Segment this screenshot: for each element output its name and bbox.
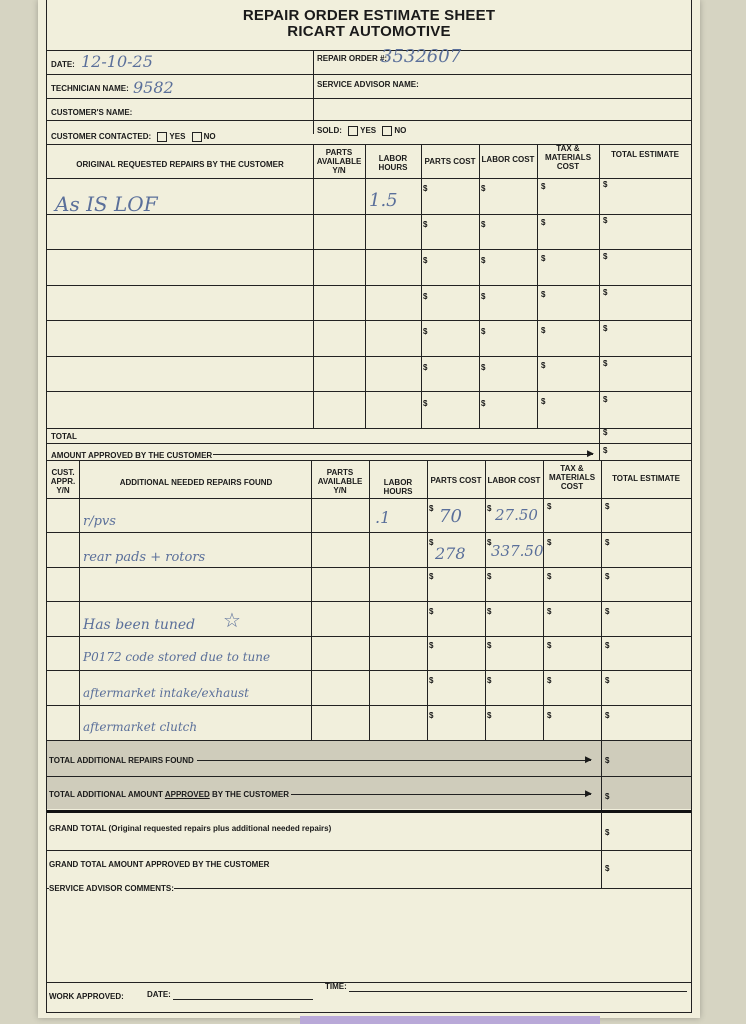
dollar-sign: $	[481, 327, 486, 336]
date-label: DATE:	[51, 60, 75, 69]
table1-total-dollar: $	[603, 428, 608, 437]
header-labor-cost: LABOR COST	[481, 155, 535, 164]
table1-total-label: TOTAL	[51, 432, 77, 441]
header-parts-available: PARTS AVAILABLE Y/N	[316, 148, 362, 175]
additional-repair-6: aftermarket intake/exhaust	[83, 686, 249, 700]
approved-additional-arrow-line	[291, 794, 591, 795]
dollar-sign: $	[541, 290, 546, 299]
approved-arrow-line	[213, 454, 593, 455]
total-additional-approved-label	[49, 790, 289, 799]
sold-yes-label: YES	[360, 126, 377, 136]
dollar-sign: $	[429, 504, 434, 513]
total-additional-repairs-label: TOTAL ADDITIONAL REPAIRS FOUND	[49, 756, 194, 765]
dollar-sign: $	[603, 359, 608, 368]
title-line-2: RICART AUTOMOTIVE	[287, 23, 451, 40]
dollar-sign: $	[547, 572, 552, 581]
header-parts-cost: PARTS COST	[424, 157, 476, 166]
dollar-sign: $	[603, 324, 608, 333]
additional-labor-cost-2: 337.50	[491, 542, 544, 560]
table1-approved-dollar: $	[603, 446, 608, 455]
dollar-sign: $	[429, 641, 434, 650]
sold-no-label: NO	[394, 126, 407, 136]
customer-contacted-text: CUSTOMER CONTACTED:	[51, 132, 152, 142]
arrow-right-icon: ▶	[585, 754, 592, 764]
dollar-sign: $	[487, 572, 492, 581]
header-tax-materials: TAX & MATERIALS COST	[544, 144, 592, 171]
dollar-sign: $	[429, 711, 434, 720]
grand-total-dollar: $	[605, 828, 610, 837]
approved-label-underlined: APPROVED	[164, 790, 210, 799]
estimate-form	[46, 0, 692, 1013]
work-date-line[interactable]	[173, 999, 313, 1000]
dollar-sign: $	[487, 504, 492, 513]
additional-repair-5: P0172 code stored due to tune	[83, 650, 271, 664]
additional-repair-4: Has been tuned	[83, 617, 196, 633]
dollar-sign: $	[547, 502, 552, 511]
dollar-sign: $	[487, 538, 492, 547]
dollar-sign: $	[547, 711, 552, 720]
service-advisor-comments-label: SERVICE ADVISOR COMMENTS:	[49, 884, 174, 893]
contacted-no-checkbox[interactable]	[192, 132, 202, 142]
dollar-sign: $	[423, 256, 428, 265]
repair-order-value: 3532607	[381, 46, 462, 67]
dollar-sign: $	[605, 572, 610, 581]
additional-parts-cost-2: 278	[435, 544, 466, 563]
requested-repair-1: As IS LOF	[55, 192, 158, 216]
dollar-sign: $	[481, 220, 486, 229]
total-approved-dollar: $	[605, 792, 610, 801]
dollar-sign: $	[487, 676, 492, 685]
dollar-sign: $	[481, 292, 486, 301]
dollar-sign: $	[605, 502, 610, 511]
dollar-sign: $	[481, 399, 486, 408]
additional-parts-cost-1: 70	[439, 506, 462, 527]
dollar-sign: $	[423, 220, 428, 229]
work-approved-label: WORK APPROVED:	[49, 992, 124, 1001]
approved-label-post: BY THE CUSTOMER	[209, 790, 290, 799]
dollar-sign: $	[547, 676, 552, 685]
dollar-sign: $	[481, 256, 486, 265]
technician-label: TECHNICIAN NAME:	[51, 84, 129, 93]
grand-total-approved-dollar: $	[605, 864, 610, 873]
dollar-sign: $	[603, 288, 608, 297]
header-total-estimate: TOTAL ESTIMATE	[611, 150, 679, 159]
dollar-sign: $	[541, 361, 546, 370]
contacted-no-label: NO	[203, 132, 216, 142]
comments-area[interactable]	[47, 896, 691, 982]
dollar-sign: $	[605, 607, 610, 616]
dollar-sign: $	[481, 184, 486, 193]
dollar-sign: $	[547, 607, 552, 616]
grand-total-approved-label: GRAND TOTAL AMOUNT APPROVED BY THE CUSTOMER	[49, 860, 270, 869]
work-date-label: DATE:	[147, 990, 171, 999]
additional-labor-hours-1: .1	[375, 508, 391, 527]
total-additional-dollar: $	[605, 756, 610, 765]
additional-arrow-line	[197, 760, 591, 761]
header2-parts-available: PARTS AVAILABLE Y/N	[317, 468, 363, 495]
grand-total-label: GRAND TOTAL (Original requested repairs plus additional needed repairs)	[49, 824, 332, 833]
header2-labor-cost: LABOR COST	[487, 476, 541, 485]
sold-no-checkbox[interactable]	[382, 126, 392, 136]
approved-label-pre: TOTAL ADDITIONAL AMOUNT	[49, 790, 165, 799]
sold-label	[317, 126, 406, 136]
dollar-sign: $	[541, 218, 546, 227]
header-additional-repairs: ADDITIONAL NEEDED REPAIRS FOUND	[119, 478, 273, 487]
header2-tax-materials: TAX & MATERIALS COST	[548, 464, 596, 491]
dollar-sign: $	[487, 641, 492, 650]
additional-repair-1: r/pvs	[83, 514, 116, 529]
arrow-right-icon: ▶	[585, 788, 592, 798]
header2-parts-cost: PARTS COST	[430, 476, 482, 485]
dollar-sign: $	[605, 711, 610, 720]
header-labor-hours: LABOR HOURS	[378, 154, 408, 172]
dollar-sign: $	[487, 607, 492, 616]
customer-contacted-label	[51, 132, 216, 142]
repair-order-label: REPAIR ORDER #:	[317, 54, 388, 63]
additional-repair-7: aftermarket clutch	[83, 720, 198, 734]
arrow-right-icon: ▶	[587, 448, 594, 458]
dollar-sign: $	[429, 607, 434, 616]
dollar-sign: $	[541, 254, 546, 263]
dollar-sign: $	[603, 395, 608, 404]
form-title	[47, 8, 691, 40]
dollar-sign: $	[605, 641, 610, 650]
dollar-sign: $	[429, 538, 434, 547]
additional-repair-2: rear pads + rotors	[83, 550, 206, 565]
service-advisor-label: SERVICE ADVISOR NAME:	[317, 80, 419, 89]
dollar-sign: $	[541, 326, 546, 335]
dollar-sign: $	[603, 216, 608, 225]
work-time-line[interactable]	[349, 991, 687, 992]
table1-approved-label: AMOUNT APPROVED BY THE CUSTOMER	[51, 451, 213, 460]
customer-name-label: CUSTOMER'S NAME:	[51, 108, 133, 117]
dollar-sign: $	[605, 676, 610, 685]
contacted-yes-label: YES	[169, 132, 186, 142]
dollar-sign: $	[541, 182, 546, 191]
dollar-sign: $	[429, 676, 434, 685]
dollar-sign: $	[547, 641, 552, 650]
sold-yes-checkbox[interactable]	[348, 126, 358, 136]
technician-value: 9582	[133, 78, 174, 97]
dollar-sign: $	[487, 711, 492, 720]
star-icon: ☆	[223, 610, 241, 632]
dollar-sign: $	[603, 252, 608, 261]
date-value: 12-10-25	[81, 52, 153, 71]
header2-total-estimate: TOTAL ESTIMATE	[612, 474, 680, 483]
estimate-sheet-paper	[38, 0, 700, 1018]
header-cust-appr: CUST. APPR. Y/N	[50, 468, 76, 495]
header2-labor-hours: LABOR HOURS	[383, 478, 413, 496]
requested-labor-hours-1: 1.5	[369, 190, 398, 211]
dollar-sign: $	[547, 538, 552, 547]
dollar-sign: $	[423, 399, 428, 408]
background-purple-strip	[300, 1016, 600, 1024]
dollar-sign: $	[603, 180, 608, 189]
dollar-sign: $	[605, 538, 610, 547]
dollar-sign: $	[423, 292, 428, 301]
dollar-sign: $	[423, 184, 428, 193]
title-line-1: REPAIR ORDER ESTIMATE SHEET	[242, 7, 496, 24]
contacted-yes-checkbox[interactable]	[157, 132, 167, 142]
additional-labor-cost-1: 27.50	[495, 506, 538, 524]
header-requested-repairs: ORIGINAL REQUESTED REPAIRS BY THE CUSTOMER	[76, 160, 284, 169]
dollar-sign: $	[481, 363, 486, 372]
dollar-sign: $	[423, 327, 428, 336]
sold-text: SOLD:	[317, 126, 342, 136]
dollar-sign: $	[423, 363, 428, 372]
work-time-label: TIME:	[325, 982, 347, 991]
dollar-sign: $	[429, 572, 434, 581]
dollar-sign: $	[541, 397, 546, 406]
